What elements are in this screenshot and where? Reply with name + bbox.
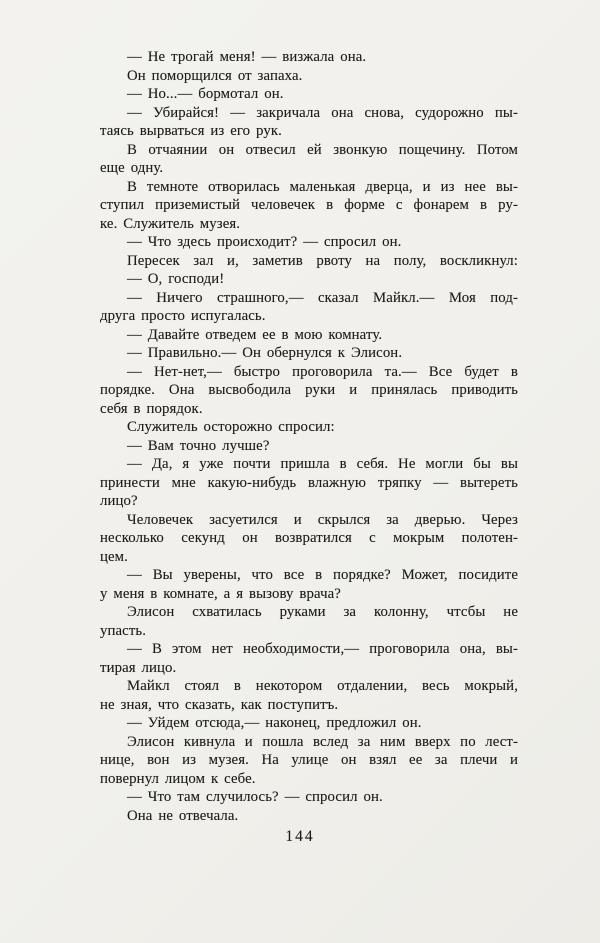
text-line: — Ничего страшного,— сказал Майкл.— Моя под- xyxy=(127,289,518,306)
page-number: 144 xyxy=(285,828,315,845)
text-line: не зная, что сказать, как поступитъ. xyxy=(100,696,339,713)
text-line: Он поморщился от запаха. xyxy=(127,67,303,84)
text-line: ке. Служитель музея. xyxy=(100,215,241,232)
text-line: — В этом нет необходимости,— проговорила она, вы- xyxy=(127,641,518,657)
text-line: таясь вырваться из его рук. xyxy=(100,123,282,139)
text-line: упасть. xyxy=(100,622,147,639)
text-line: у меня в комнате, а я вызову врача? xyxy=(100,585,341,602)
text-line: порядке. Она высвободила руки и принялась приводить xyxy=(100,382,518,398)
text-line: несколько секунд он возвратился с мокрым полотен- xyxy=(100,530,518,546)
text-line: нице, вон из музея. На улице он взял ее за плечи и xyxy=(100,752,518,768)
text-line: цем. xyxy=(100,548,128,565)
text-line: ступил приземистый человечек в форме с фонарем в ру- xyxy=(100,197,518,213)
text-line: Пересек зал и, заметив рвоту на полу, воскликнул: xyxy=(127,252,518,269)
text-line: Человечек засуетился и скрылся за дверью. Через xyxy=(127,511,518,528)
text-line: тирая лицо. xyxy=(100,659,177,676)
text-line: — О, господи! xyxy=(127,271,225,287)
text-line: — Правильно.— Он обернулся к Элисон. xyxy=(127,345,403,361)
text-line: В отчаянии он отвесил ей звонкую пощечину. Потом xyxy=(127,141,518,158)
text-line: друга просто испугалась. xyxy=(100,308,266,324)
text-line: еще одну. xyxy=(100,160,164,176)
text-line: — Давайте отведем ее в мою комнату. xyxy=(127,326,383,343)
text-line: Элисон схватилась руками за колонну, чтсбы не xyxy=(127,604,518,620)
text-line: — Вам точно лучше? xyxy=(127,437,270,454)
text-line: — Что там случилось? — спросил он. xyxy=(127,789,383,805)
text-line: — Но...— бормотал он. xyxy=(127,86,284,102)
text-line: — Убирайся! — закричала она снова, судорожно пы- xyxy=(127,104,518,121)
text-line: — Что здесь происходит? — спросил он. xyxy=(127,234,402,250)
page-text xyxy=(100,48,518,825)
text-line: лицо? xyxy=(100,493,138,509)
text-line: Служитель осторожно спросил: xyxy=(127,419,335,435)
text-line: — Вы уверены, что все в порядке? Может, посидите xyxy=(127,567,518,583)
text-line: — Нет-нет,— быстро проговорила та.— Все будет в xyxy=(127,363,518,380)
text-line: повернул лицом к себе. xyxy=(100,770,256,787)
text-line: — Не трогай меня! — визжала она. xyxy=(127,49,367,65)
text-line: Она не отвечала. xyxy=(127,807,239,824)
text-line: — Уйдем отсюда,— наконец, предложил он. xyxy=(127,715,422,731)
text-line: себя в порядок. xyxy=(100,400,203,417)
text-line: Майкл стоял в некотором отдалении, весь мокрый, xyxy=(127,678,518,694)
text-line: принести мне какую-нибудь влажную тряпку — вытереть xyxy=(100,474,518,491)
text-line: В темноте отворилась маленькая дверца, и из нее вы- xyxy=(127,178,518,195)
text-line: Элисон кивнула и пошла вслед за ним вверх по лест- xyxy=(127,733,518,750)
text-line: — Да, я уже почти пришла в себя. Не могли бы вы xyxy=(127,456,518,472)
